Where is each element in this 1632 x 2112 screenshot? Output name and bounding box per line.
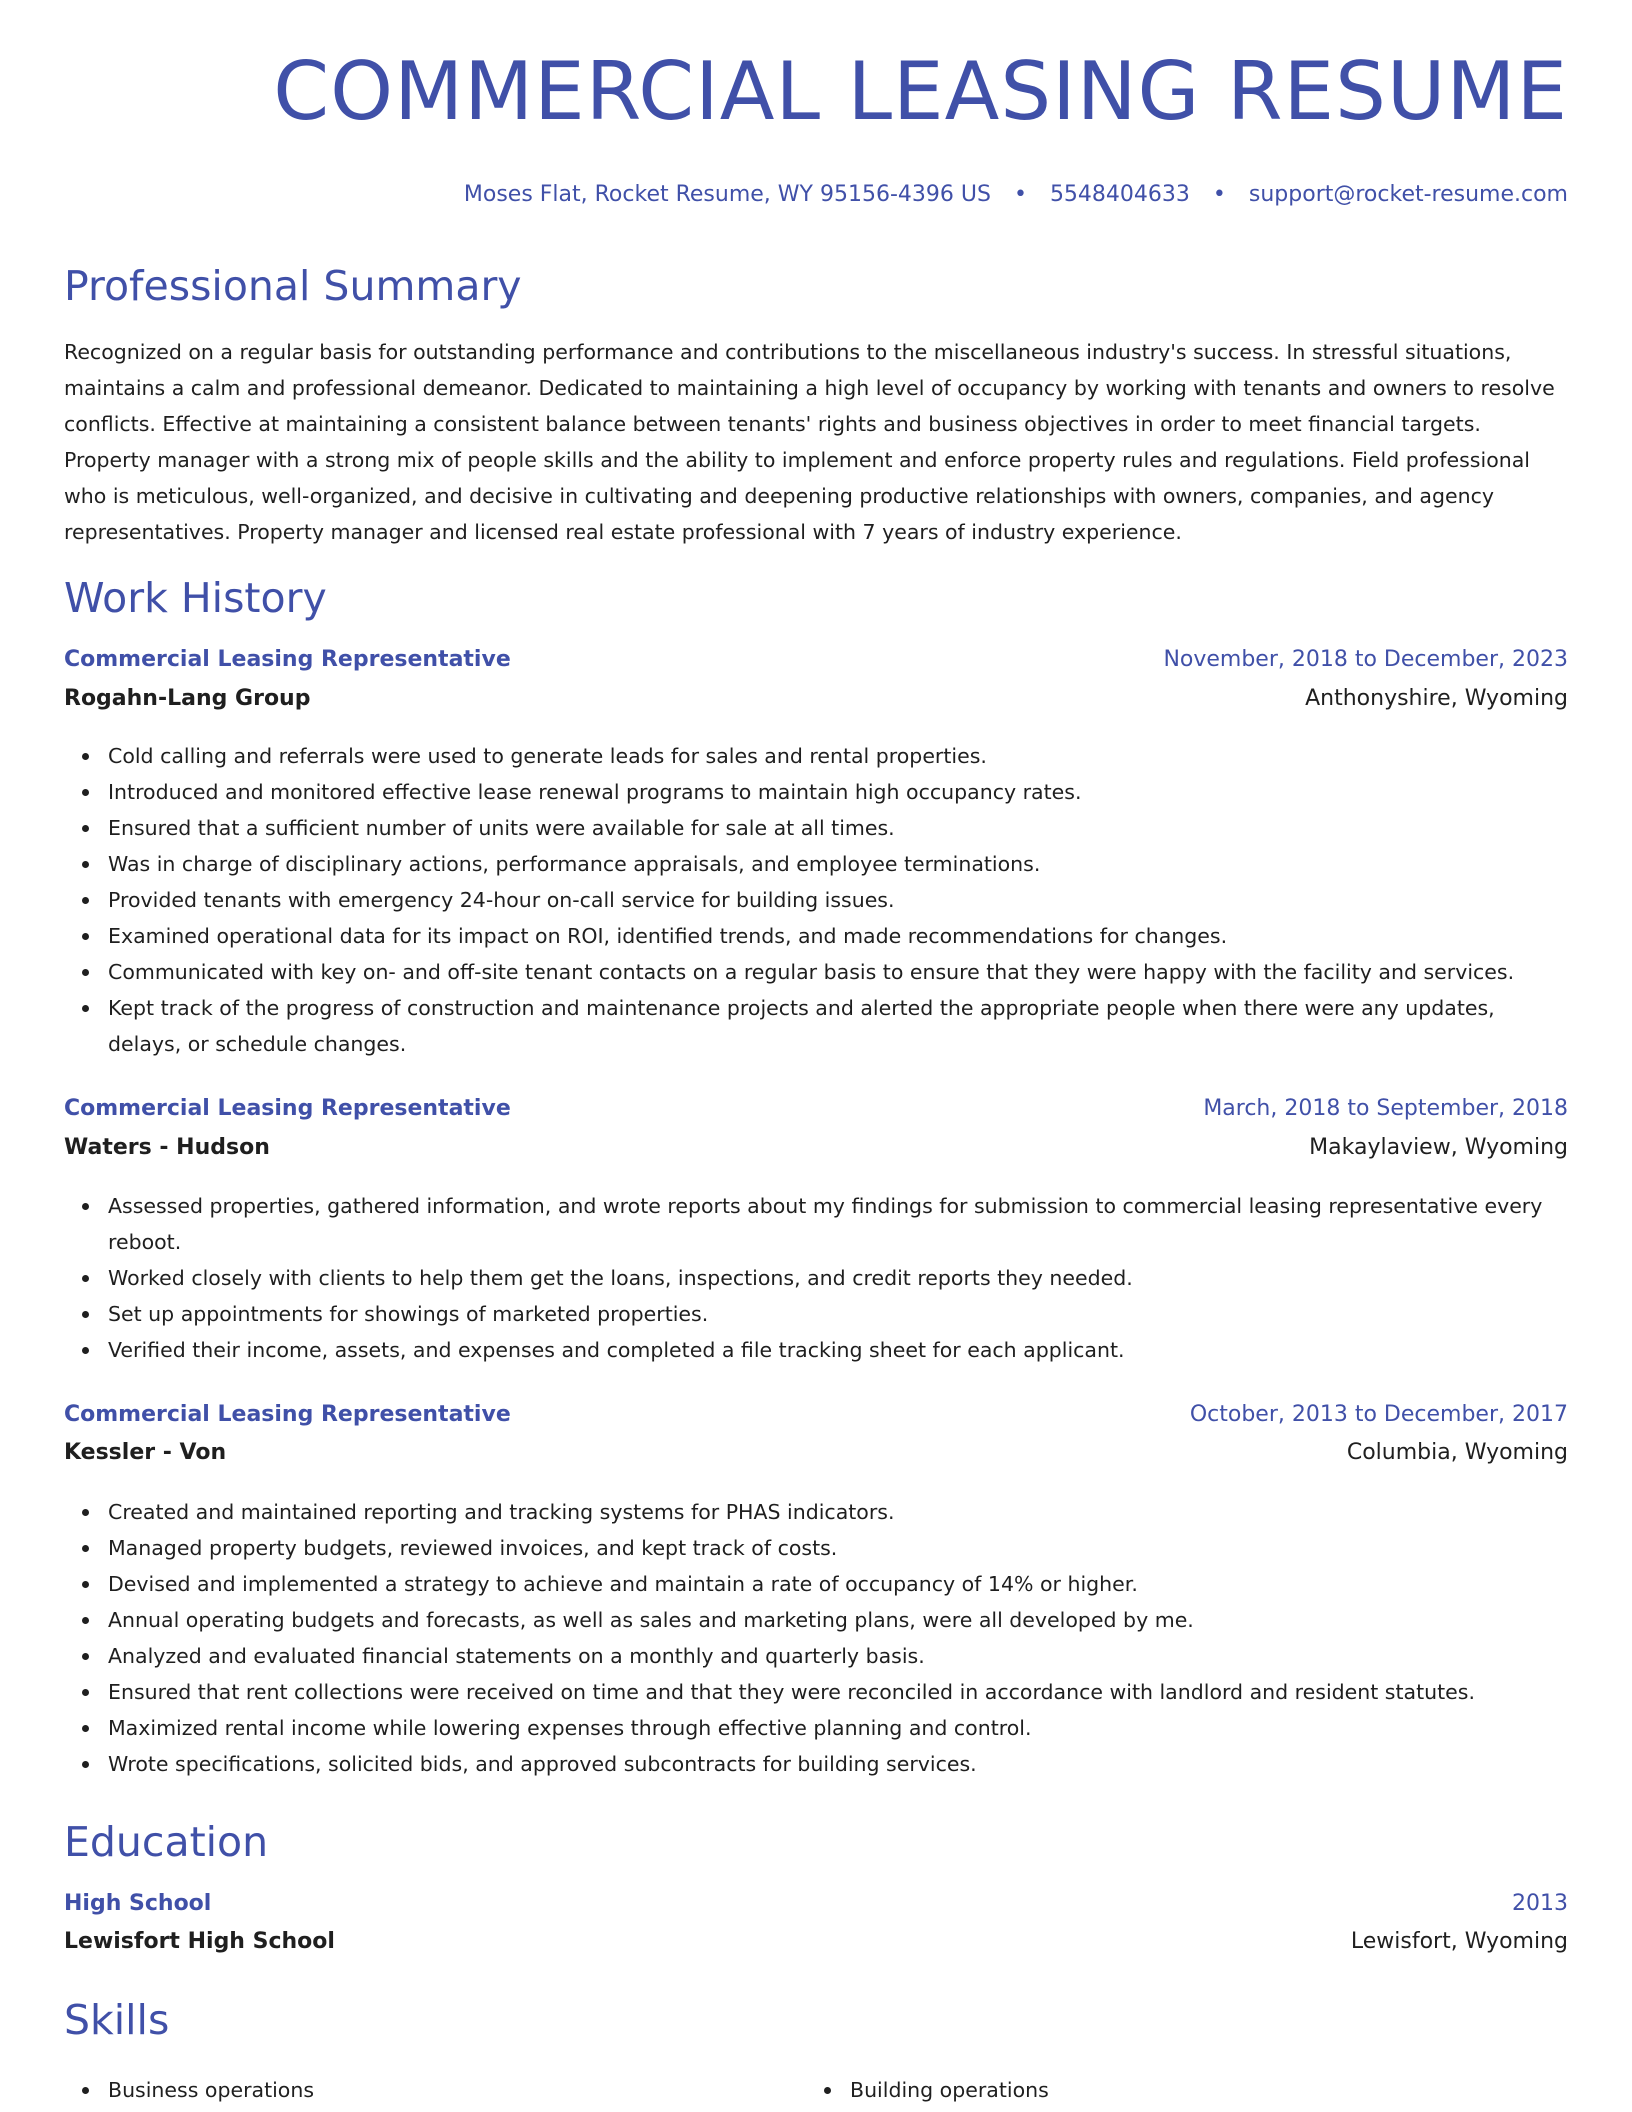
job-company: Waters - Hudson [64,1135,270,1160]
job-company-row [64,684,1568,714]
list-item: Was in charge of disciplinary actions, performance appraisals, and employee terminations. [108,846,1568,882]
list-item: Cold calling and referrals were used to generate leads for sales and rental properties. [108,738,1568,774]
list-item: Introduced and monitored effective lease renewal programs to maintain high occupancy rates. [108,774,1568,810]
job-company: Rogahn-Lang Group [64,686,311,711]
job-bullet-list [64,738,1568,1062]
list-item: Set up appointments for showings of marketed properties. [108,1296,1568,1332]
list-item: Created and maintained reporting and tracking systems for PHAS indicators. [108,1494,1568,1530]
list-item: Devised and implemented a strategy to achieve and maintain a rate of occupancy of 14% or higher. [108,1566,1568,1602]
job-company-row [64,1438,1568,1468]
job-title: Commercial Leasing Representative [64,1402,511,1427]
job-dates: November, 2018 to December, 2023 [1163,647,1568,672]
job-title: Commercial Leasing Representative [64,647,511,672]
list-item: Analyzed and evaluated financial statements on a monthly and quarterly basis. [108,1638,1568,1674]
contact-address: Moses Flat, Rocket Resume, WY 95156-4396 US [463,182,991,207]
list-item: Verified their income, assets, and expenses and completed a file tracking sheet for each applicant. [108,1332,1568,1368]
job-header [64,1094,1568,1124]
skill-item: Business operations [108,2072,314,2108]
job-company: Kessler - Von [64,1440,227,1465]
job-location: Makaylaview, Wyoming [1309,1135,1568,1160]
list-item: Ensured that rent collections were received on time and that they were reconciled in accordance with landlord and resident statutes. [108,1674,1568,1710]
contact-phone: 5548404633 [1049,182,1190,207]
list-item: Ensured that a sufficient number of units were available for sale at all times. [108,810,1568,846]
list-item: Assessed properties, gathered information, and wrote reports about my findings for submission to commercial leasing representative every reboot. [108,1188,1568,1260]
education-school-row [64,1927,1568,1957]
list-item: Examined operational data for its impact on ROI, identified trends, and made recommendations for changes. [108,918,1568,954]
education-year: 2013 [1512,1891,1568,1916]
contact-separator: • [1212,182,1226,207]
resume-title: COMMERCIAL LEASING RESUME [273,45,1568,138]
list-item: Kept track of the progress of construction and maintenance projects and alerted the appropriate people when there were any updates, delays, or schedule changes. [108,990,1568,1062]
job-dates: March, 2018 to September, 2018 [1203,1096,1568,1121]
section-title-education: Education [64,1818,269,1866]
skills-list-right [806,2072,1049,2108]
job-title: Commercial Leasing Representative [64,1096,511,1121]
list-item: Wrote specifications, solicited bids, and approved subcontracts for building services. [108,1746,1568,1782]
section-title-summary: Professional Summary [64,262,522,310]
contact-line [464,182,1568,208]
list-item: Provided tenants with emergency 24-hour on-call service for building issues. [108,882,1568,918]
contact-separator: • [1013,182,1027,207]
education-header [64,1889,1568,1919]
section-title-work-history: Work History [64,574,327,622]
job-bullet-list [64,1188,1568,1368]
contact-email[interactable]: support@rocket-resume.com [1248,182,1568,207]
summary-text: Recognized on a regular basis for outstanding performance and contributions to the miscellaneous industry's success. In stressful situations, maintains a calm and professional demeanor. Dedicated to maintaining a high level of occupancy by working with tenants and owners to resolve conflicts. Effective at maintaining a consistent balance between tenants' rights and business objectives in order to meet financial targets. Property manager with a strong mix of people skills and the ability to implement and enforce property rules and regulations. Field professional who is meticulous, well-organized, and decisive in cultivating and deepening productive relationships with owners, companies, and agency representatives. Property manager and licensed real estate professional with 7 years of industry experience. [64,340,1555,544]
job-header [64,1400,1568,1430]
list-item: Annual operating budgets and forecasts, as well as sales and marketing plans, were all developed by me. [108,1602,1568,1638]
education-school: Lewisfort High School [64,1929,335,1954]
job-location: Anthonyshire, Wyoming [1305,686,1568,711]
skill-item: Building operations [850,2072,1049,2108]
list-item: Maximized rental income while lowering expenses through effective planning and control. [108,1710,1568,1746]
education-location: Lewisfort, Wyoming [1350,1929,1568,1954]
education-degree: High School [64,1891,212,1916]
job-dates: October, 2013 to December, 2017 [1189,1402,1568,1427]
job-company-row [64,1133,1568,1163]
job-header [64,645,1568,675]
job-bullet-list [64,1494,1568,1782]
section-title-skills: Skills [64,1996,170,2044]
list-item: Managed property budgets, reviewed invoices, and kept track of costs. [108,1530,1568,1566]
list-item: Communicated with key on- and off-site tenant contacts on a regular basis to ensure that they were happy with the facility and services. [108,954,1568,990]
job-location: Columbia, Wyoming [1346,1440,1568,1465]
list-item: Worked closely with clients to help them get the loans, inspections, and credit reports they needed. [108,1260,1568,1296]
skills-list-left [64,2072,314,2108]
